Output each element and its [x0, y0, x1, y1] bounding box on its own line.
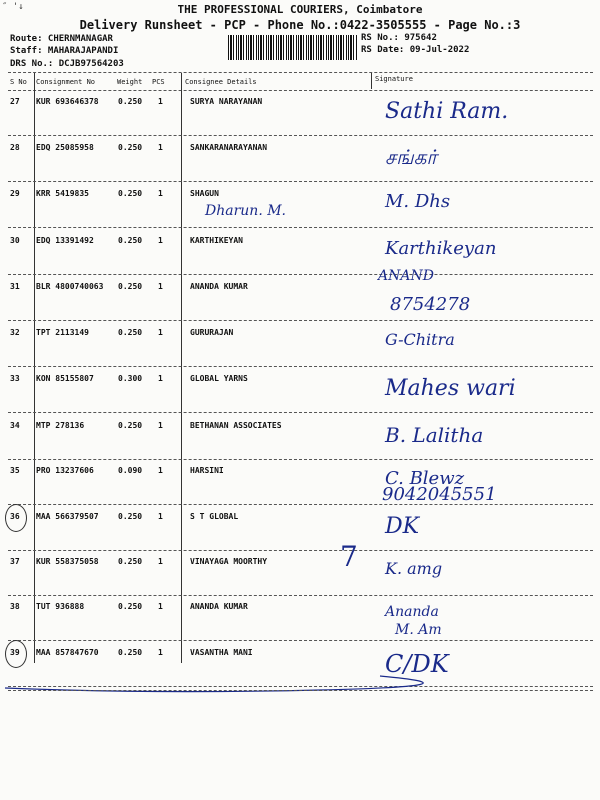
consignee-cell: GLOBAL YARNS [190, 374, 248, 383]
row-separator [8, 459, 593, 460]
runsheet-subtitle: Delivery Runsheet - PCP - Phone No.:0422-3505555 - Page No.:3 [79, 18, 521, 32]
signature-handwriting: K. amg [385, 559, 443, 578]
consignee-cell: SHAGUN [190, 189, 219, 198]
col-pcs: PCS [152, 78, 165, 86]
sno-cell: 30 [10, 236, 20, 245]
sno-cell: 32 [10, 328, 20, 337]
signature-handwriting: Ananda [385, 604, 439, 620]
col-sno: S No [10, 78, 27, 86]
pcs-cell: 1 [158, 512, 163, 521]
signature-handwriting: சங்கர் [385, 145, 437, 169]
sno-circle-mark [5, 640, 27, 668]
weight-cell: 0.250 [118, 557, 143, 566]
row-separator [8, 504, 593, 505]
sno-cell: 28 [10, 143, 20, 152]
weight-cell: 0.090 [118, 466, 143, 475]
consignment-cell: BLR 4800740063 [36, 282, 104, 291]
consignment-cell: EDQ 13391492 [36, 236, 94, 245]
drs-label: DRS No.: DCJB97564203 [10, 59, 124, 69]
bottom-rule [8, 690, 593, 691]
consignee-cell: KARTHIKEYAN [190, 236, 243, 245]
weight-cell: 0.250 [118, 97, 143, 106]
pcs-cell: 1 [158, 143, 163, 152]
consignee-cell: ANANDA KUMAR [190, 602, 248, 611]
weight-cell: 0.250 [118, 602, 143, 611]
sno-cell: 37 [10, 557, 20, 566]
consignment-cell: MAA 566379507 [36, 512, 99, 521]
row-separator [8, 320, 593, 321]
col-weight: Weight [117, 78, 143, 86]
pcs-cell: 1 [158, 421, 163, 430]
consignee-cell: S T GLOBAL [190, 512, 239, 521]
consignee-cell: ANANDA KUMAR [190, 282, 248, 291]
signature-handwriting: ANAND [378, 268, 434, 284]
rs-date: RS Date: 09-Jul-2022 [361, 45, 470, 55]
consignment-cell: EDQ 25085958 [36, 143, 94, 152]
weight-cell: 0.250 [118, 236, 143, 245]
header-bottom-rule [8, 90, 593, 91]
consignment-cell: PRO 13237606 [36, 466, 94, 475]
row-separator [8, 181, 593, 182]
company-title: THE PROFESSIONAL COURIERS, Coimbatore [177, 3, 423, 16]
signature-handwriting: M. Dhs [385, 191, 451, 212]
sno-cell: 29 [10, 189, 20, 198]
signature-column-divider [371, 73, 372, 89]
row-separator [8, 640, 593, 641]
weight-cell: 0.250 [118, 512, 143, 521]
weight-cell: 0.250 [118, 648, 143, 657]
sno-cell: 34 [10, 421, 20, 430]
pcs-cell: 1 [158, 97, 163, 106]
row-separator [8, 550, 593, 551]
signature-handwriting: DK [385, 514, 420, 539]
signature-handwriting: Karthikeyan [385, 238, 497, 259]
pcs-cell: 1 [158, 189, 163, 198]
sno-column-divider [34, 73, 35, 663]
signature-handwriting: C/DK [385, 650, 449, 678]
row-separator [8, 274, 593, 275]
signature-handwriting: G-Chitra [385, 330, 455, 349]
weight-cell: 0.250 [118, 421, 143, 430]
col-signature: Signature [375, 75, 413, 83]
consignment-cell: TUT 936888 [36, 602, 85, 611]
col-consignment: Consignment No [36, 78, 96, 86]
sno-circle-mark [5, 504, 27, 532]
consignment-cell: MAA 857847670 [36, 648, 99, 657]
pcs-cell: 1 [158, 466, 163, 475]
signature-handwriting: B. Lalitha [385, 423, 484, 447]
handwritten-note: 9042045551 [382, 484, 497, 505]
pcs-cell: 1 [158, 328, 163, 337]
sno-cell: 27 [10, 97, 20, 106]
weight-cell: 0.250 [118, 189, 143, 198]
barcode-image [228, 35, 358, 60]
corner-mark: ″ '↓ [2, 2, 24, 12]
handwritten-note: Dharun. M. [205, 203, 286, 219]
weight-cell: 0.300 [118, 374, 143, 383]
consignment-cell: KUR 558375058 [36, 557, 99, 566]
signature-handwriting: C. Blewz [385, 468, 465, 489]
consignee-cell: BETHANAN ASSOCIATES [190, 421, 282, 430]
consignee-cell: GURURAJAN [190, 328, 234, 337]
pcs-cell: 1 [158, 374, 163, 383]
weight-cell: 0.250 [118, 328, 143, 337]
row-separator [8, 227, 593, 228]
sno-cell: 31 [10, 282, 20, 291]
consignee-column-divider [181, 73, 182, 663]
pcs-cell: 1 [158, 557, 163, 566]
row-separator [8, 366, 593, 367]
row-separator [8, 135, 593, 136]
consignee-cell: SANKARANARAYANAN [190, 143, 268, 152]
col-consignee: Consignee Details [185, 78, 257, 86]
consignee-cell: VASANTHA MANI [190, 648, 253, 657]
consignment-cell: TPT 2113149 [36, 328, 89, 337]
pcs-cell: 1 [158, 602, 163, 611]
route-label: Route: CHERNMANAGAR [10, 34, 113, 44]
row-separator [8, 412, 593, 413]
sno-cell: 38 [10, 602, 20, 611]
consignee-cell: VINAYAGA MOORTHY [190, 557, 268, 566]
header-top-rule [8, 72, 593, 73]
sno-cell: 35 [10, 466, 20, 475]
sno-cell: 33 [10, 374, 20, 383]
consignment-cell: MTP 278136 [36, 421, 85, 430]
consignment-cell: KUR 693646378 [36, 97, 99, 106]
handwritten-note: 8754278 [390, 294, 471, 315]
handwritten-note: M. Am [395, 622, 442, 638]
signature-handwriting: Mahes wari [385, 376, 516, 401]
consignment-cell: KON 85155807 [36, 374, 94, 383]
staff-label: Staff: MAHARAJAPANDI [10, 46, 119, 56]
pcs-cell: 1 [158, 236, 163, 245]
consignment-cell: KRR 5419835 [36, 189, 89, 198]
sno-cell: 36 [10, 512, 20, 521]
consignee-cell: SURYA NARAYANAN [190, 97, 263, 106]
sno-cell: 39 [10, 648, 20, 657]
row-separator [8, 595, 593, 596]
pcs-cell: 1 [158, 282, 163, 291]
handwritten-seven: 7 [340, 540, 358, 573]
pcs-cell: 1 [158, 648, 163, 657]
consignee-cell: HARSINI [190, 466, 224, 475]
weight-cell: 0.250 [118, 143, 143, 152]
signature-handwriting: Sathi Ram. [385, 99, 509, 124]
weight-cell: 0.250 [118, 282, 143, 291]
rs-number: RS No.: 975642 [361, 33, 437, 43]
